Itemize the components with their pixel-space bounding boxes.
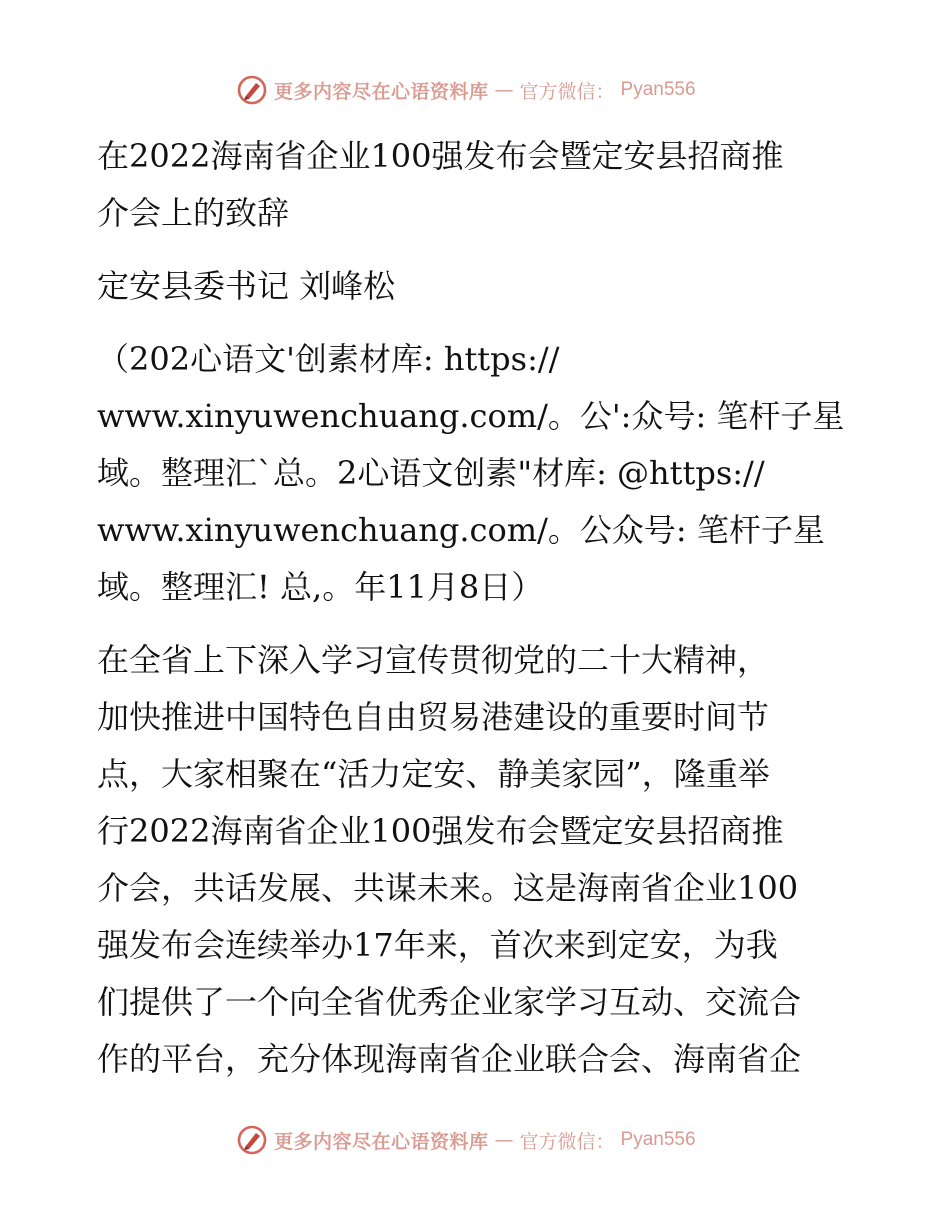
body-line: 强发布会连续举办17年来，首次来到定安，为我 — [97, 926, 778, 964]
watermark-text: 更多内容尽在心语资料库 — [274, 80, 489, 103]
source-line: www.xinyuwenchuang.com/。公':众号: 笔杆子星 — [97, 397, 845, 435]
source-line: www.xinyuwenchuang.com/。公众号: 笔杆子星 — [97, 511, 825, 549]
watermark-dash: — — [494, 1129, 514, 1151]
watermark-dash: — — [494, 79, 514, 101]
watermark-wechat-id: Pyan556 — [620, 79, 696, 100]
watermark-label: 官方微信： — [519, 1130, 615, 1153]
body-line: 介会，共话发展、共谋未来。这是海南省企业100 — [97, 869, 799, 907]
body-line: 在全省上下深入学习宣传贯彻党的二十大精神， — [97, 641, 770, 679]
watermark-wechat-id: Pyan556 — [620, 1129, 696, 1150]
brush-logo-icon — [236, 1124, 268, 1156]
watermark-text: 更多内容尽在心语资料库 — [274, 1130, 489, 1153]
body-line: 作的平台，充分体现海南省企业联合会、海南省企 — [97, 1040, 802, 1078]
source-line: 域。整理汇! 总,。年11月8日） — [97, 568, 544, 606]
body-line: 加快推进中国特色自由贸易港建设的重要时间节 — [97, 698, 770, 736]
document-title — [97, 128, 857, 242]
source-line: （202心语文'创素材库: https:// — [97, 340, 560, 378]
brush-logo-icon — [236, 74, 268, 106]
author-line: 定安县委书记 刘峰松 — [97, 267, 396, 305]
body-line: 们提供了一个向全省优秀企业家学习互动、交流合 — [97, 983, 802, 1021]
watermark-footer — [236, 1123, 696, 1157]
document-body — [97, 128, 857, 1088]
body-line: 行2022海南省企业100强发布会暨定安县招商推 — [97, 812, 784, 850]
watermark-label: 官方微信： — [519, 80, 615, 103]
title-line: 在2022海南省企业100强发布会暨定安县招商推 — [97, 137, 784, 175]
source-note — [97, 331, 857, 616]
source-line: 域。整理汇`总。2心语文创素"材库: @https:// — [97, 454, 765, 492]
watermark-header — [236, 73, 696, 107]
title-line: 介会上的致辞 — [97, 194, 290, 232]
body-paragraph — [97, 632, 857, 1088]
body-line: 点，大家相聚在“活力定安、静美家园”，隆重举 — [97, 755, 770, 793]
